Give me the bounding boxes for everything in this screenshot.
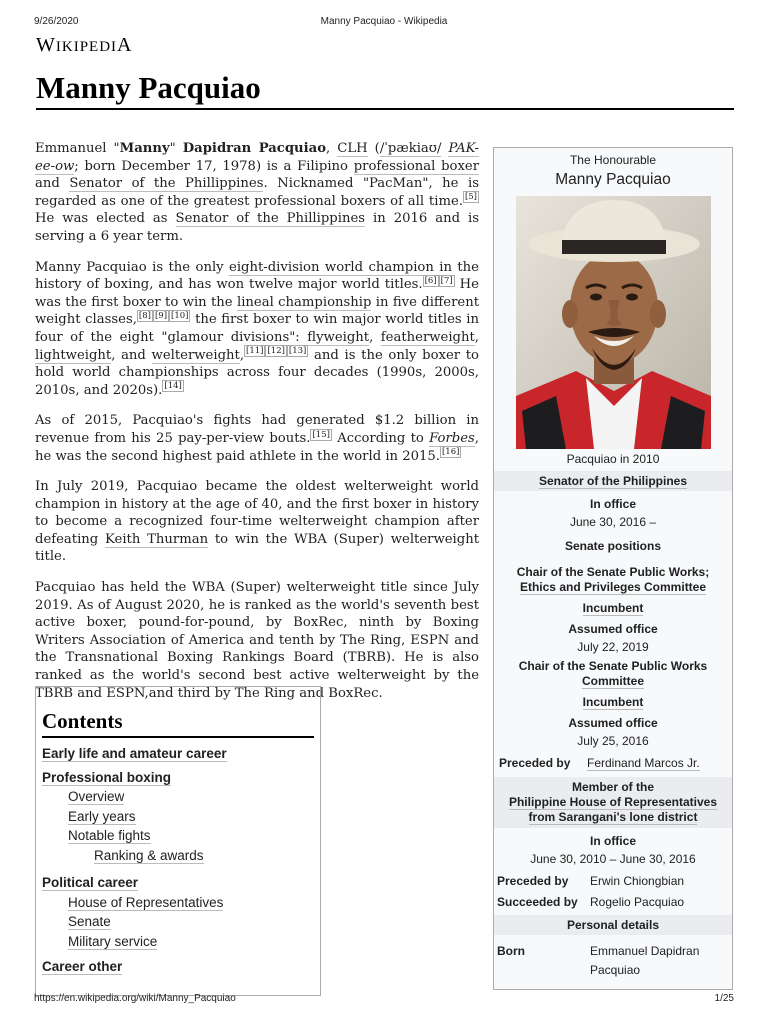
wordmark-first: W: [36, 34, 56, 56]
assumed-date-1: July 22, 2019: [577, 640, 649, 654]
citation-10[interactable]: [10]: [171, 310, 189, 321]
wikipedia-wordmark[interactable]: [36, 34, 133, 57]
toc-item-professional-boxing[interactable]: [42, 768, 314, 788]
preceded-by-label: Preceded by: [499, 756, 571, 770]
toc-item-military[interactable]: [68, 932, 314, 952]
incumbent-link[interactable]: Incumbent: [582, 695, 644, 709]
text: , and: [111, 347, 152, 363]
text: He was the first boxer to win the: [35, 277, 479, 310]
portrait-photo[interactable]: [516, 196, 711, 449]
citation-5[interactable]: [5]: [464, 192, 477, 203]
citation-7[interactable]: [7]: [440, 275, 453, 286]
paragraph-revenue: [35, 412, 479, 465]
citation-11[interactable]: [11]: [246, 346, 264, 357]
citation-9[interactable]: [9]: [154, 310, 168, 321]
keith-thurman-link[interactable]: Keith Thurman: [105, 531, 209, 547]
text: Emmanuel ": [35, 141, 120, 156]
citation-13[interactable]: [13]: [288, 346, 307, 357]
chair-1-line-1: Chair of the Senate Public Works;: [516, 565, 710, 579]
text: and is the only boxer to hold world championships across four decades (1990s, 2000s, 2010s, and 2020s).: [35, 347, 479, 398]
in-office-label: In office: [589, 497, 636, 511]
text: ; born December 17, 1978) is a Filipino: [74, 158, 354, 174]
paragraph-rankings: Pacquiao has held the WBA (Super) welterweight title since July 2019. As of August 2020, he is ranked as the world's seventh best active boxer, pound-for-pound, by BoxRec, ninth by Boxing Writers Association of America and tenth by The Ring, ESPN and the Transnational Boxing Rankings Board (TBRB). He is also ranked as the world's second best active welterweight by the TBRB and ESPN,and third by The Ring and BoxRec.: [35, 580, 479, 701]
personal-details-header: Personal details: [494, 915, 732, 935]
print-footer: [34, 993, 734, 1007]
text: to win the WBA (Super) welterweight title.: [35, 531, 479, 565]
toc-item-label: Notable fights: [68, 828, 151, 843]
senator-header: [494, 471, 732, 491]
toc-item-label: Ranking & awards: [94, 847, 204, 863]
ethics-committee-link[interactable]: Ethics and Privileges Committee: [519, 580, 707, 594]
born-value-line-2: Pacquiao: [590, 963, 641, 977]
infobox: [493, 147, 733, 990]
born-label: Born: [497, 944, 525, 958]
print-page-title: Manny Pacquiao - Wikipedia: [320, 16, 448, 27]
house-member-header: [494, 777, 732, 828]
incumbent-link[interactable]: Incumbent: [582, 601, 644, 615]
toc-item-overview[interactable]: [68, 787, 314, 807]
assumed-date-2: July 25, 2016: [577, 734, 649, 748]
citation-14[interactable]: [14]: [164, 381, 182, 392]
lineal-championship-link[interactable]: lineal championship: [236, 294, 372, 310]
toc-item-label: Early years: [68, 808, 136, 824]
infobox-honorific: The Honourable: [569, 153, 657, 167]
text: (: [367, 141, 380, 156]
assumed-office-2: Assumed office: [568, 716, 658, 730]
bold-name: Manny: [119, 141, 170, 156]
toc-item-label: Political career: [42, 875, 139, 890]
senate-term-dates: June 30, 2016 –: [569, 515, 657, 529]
preceded-by-row-2: [494, 874, 732, 888]
text: and: [35, 176, 70, 192]
citation-16[interactable]: [16]: [441, 447, 460, 458]
paragraph-intro: [35, 140, 479, 246]
chair-1-title: [494, 565, 732, 595]
infobox-name: Manny Pacquiao: [555, 171, 671, 188]
bold-name: Dapidran Pacquiao: [182, 141, 326, 156]
table-of-contents: [35, 686, 321, 996]
member-line-1: Member of the: [571, 780, 654, 794]
text: ,: [326, 141, 338, 156]
wordmark-middle: IKIPEDI: [55, 39, 118, 55]
predecessor-name: Erwin Chiongbian: [590, 874, 685, 888]
senate-positions-label: Senate positions: [564, 539, 662, 553]
toc-item-label: Senate: [68, 914, 111, 929]
page-number: 1/25: [714, 993, 734, 1004]
citation-12[interactable]: [12]: [267, 346, 285, 357]
public-works-committee-link[interactable]: Committee: [581, 674, 644, 688]
text: . Nicknamed "PacMan", he is regarded as one of the greatest professional boxers of all time.: [35, 176, 479, 209]
text: ,: [239, 347, 245, 363]
predecessor-link[interactable]: Ferdinand Marcos Jr.: [587, 756, 700, 770]
toc-item-label: Professional boxing: [42, 769, 172, 785]
text: In July 2019, Pacquiao became the oldest welterweight world champion in history at the age of 40, and the first boxer in history to become a recognized four-time welterweight champion after defeating: [35, 479, 479, 547]
toc-item-senate[interactable]: [68, 912, 314, 932]
senator-link[interactable]: Senator of the Phillippines: [69, 176, 264, 192]
toc-item-label: Early life and amateur career: [42, 746, 227, 761]
toc-item-ranking-awards[interactable]: [94, 846, 314, 866]
successor-name: Rogelio Pacquiao: [590, 895, 685, 909]
born-value: [590, 942, 699, 980]
citation-15[interactable]: [15]: [312, 429, 330, 440]
senator-link-2[interactable]: Senator of the Phillippines: [175, 211, 366, 227]
toc-item-early-years[interactable]: [68, 807, 314, 827]
preceded-by-label: Preceded by: [497, 874, 569, 888]
text: As of 2015, Pacquiao's fights had generated $1.2 billion in revenue from his 25 pay-per-view bouts.: [35, 413, 479, 446]
house-term-dates: June 30, 2010 – June 30, 2016: [530, 852, 696, 866]
house-link[interactable]: Philippine House of Representatives: [508, 795, 718, 809]
text: Manny Pacquiao is the only: [35, 259, 230, 275]
article-body: [35, 140, 479, 715]
succeeded-by-row: [494, 895, 732, 909]
text: , he was the second highest paid athlete in the world in 2015.: [35, 430, 479, 464]
succeeded-by-label: Succeeded by: [497, 895, 578, 909]
flyweight-link[interactable]: flyweight: [307, 329, 370, 345]
born-value-line-1: Emmanuel Dapidran: [590, 944, 700, 958]
preceded-by-row-1: [494, 756, 732, 771]
incumbent-label-2: [494, 695, 732, 709]
text: ,: [369, 329, 381, 345]
eight-division-link[interactable]: eight-division world champion: [229, 259, 434, 275]
paragraph-records: [35, 259, 479, 400]
citation-8[interactable]: [8]: [138, 310, 151, 321]
wordmark-last: A: [117, 34, 133, 56]
featherweight-link[interactable]: featherweight: [380, 329, 475, 345]
print-date: 9/26/2020: [34, 16, 79, 27]
text: He was elected as: [35, 211, 176, 227]
toc-item-label: Career other: [42, 959, 123, 974]
print-header: [34, 16, 734, 30]
text: in the history of boxing, and has won twelve major world titles.: [35, 259, 479, 293]
text: in 2016 and is serving a 6 year term.: [35, 211, 479, 244]
paragraph-2019: [35, 478, 479, 566]
lightweight-link[interactable]: lightweight: [35, 347, 112, 363]
toc-list: [42, 744, 314, 977]
photo-caption: Pacquiao in 2010: [566, 452, 660, 466]
page-title: Manny Pacquiao: [36, 70, 261, 105]
born-row: [494, 942, 732, 980]
print-url: https://en.wikipedia.org/wiki/Manny_Pacquiao: [34, 993, 236, 1004]
text: According to: [331, 430, 430, 446]
assumed-office-1: Assumed office: [568, 622, 658, 636]
toc-item-career-other[interactable]: [42, 957, 314, 977]
toc-heading: Contents: [42, 709, 314, 738]
forbes-link[interactable]: Forbes: [429, 430, 475, 446]
toc-item-notable-fights[interactable]: [68, 826, 314, 846]
chair-2-title: [494, 659, 732, 689]
toc-item-political-career[interactable]: [42, 873, 314, 893]
welterweight-link[interactable]: welterweight: [151, 347, 240, 363]
title-divider: [36, 108, 734, 110]
professional-boxer-link[interactable]: professional boxer: [353, 158, 480, 174]
toc-item-early-life[interactable]: [42, 744, 314, 764]
text: ,: [474, 329, 479, 345]
text: ": [169, 141, 183, 156]
ipa-link[interactable]: /ˈpækiaʊ/: [379, 141, 442, 156]
incumbent-label-1: [494, 601, 732, 615]
toc-item-label: House of Representatives: [68, 894, 224, 910]
in-office-label-2: In office: [589, 834, 636, 848]
pronunciation-link[interactable]: PAK-ee-ow: [35, 141, 480, 174]
text: the first boxer to win major world titles in four of the eight "glamour divisions":: [35, 312, 479, 345]
district-link[interactable]: from Sarangani's lone district: [528, 810, 698, 824]
text: in five different weight classes,: [35, 294, 480, 328]
senator-link[interactable]: Senator of the Philippines: [538, 474, 687, 488]
chair-2-line-1: Chair of the Senate Public Works: [518, 659, 708, 673]
toc-item-label: Overview: [68, 789, 125, 804]
clh-link[interactable]: CLH: [337, 141, 368, 156]
toc-item-house[interactable]: [68, 893, 314, 913]
toc-item-label: Military service: [68, 933, 158, 949]
citation-6[interactable]: [6]: [424, 275, 437, 286]
